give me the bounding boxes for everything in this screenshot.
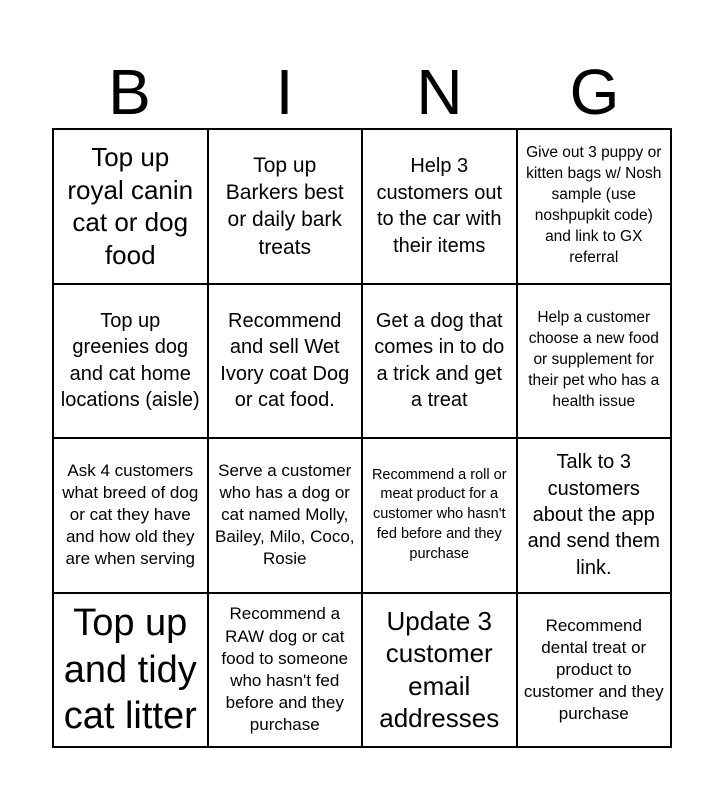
header-letter-n: N (416, 56, 463, 128)
bingo-cell-r4c2[interactable]: Recommend a RAW dog or cat food to someone who hasn't fed before and they purchase (209, 594, 364, 749)
bingo-cell-r4c4[interactable]: Recommend dental treat or product to customer and they purchase (518, 594, 673, 749)
bingo-cell-r3c1[interactable]: Ask 4 customers what breed of dog or cat they have and how old they are when serving (54, 439, 209, 594)
bingo-header (52, 52, 672, 128)
bingo-cell-r4c3[interactable]: Update 3 customer email addresses (363, 594, 518, 749)
bingo-cell-r1c2[interactable]: Top up Barkers best or daily bark treats (209, 130, 364, 285)
bingo-cell-r3c2[interactable]: Serve a customer who has a dog or cat named Molly, Bailey, Milo, Coco, Rosie (209, 439, 364, 594)
bingo-cell-r1c4[interactable]: Give out 3 puppy or kitten bags w/ Nosh sample (use noshpupkit code) and link to GX referral (518, 130, 673, 285)
bingo-cell-r2c3[interactable]: Get a dog that comes in to do a trick and get a treat (363, 285, 518, 440)
header-letter-b: B (108, 56, 151, 128)
bingo-cell-r4c1[interactable]: Top up and tidy cat litter (54, 594, 209, 749)
bingo-cell-r1c3[interactable]: Help 3 customers out to the car with their items (363, 130, 518, 285)
bingo-cell-r1c1[interactable]: Top up royal canin cat or dog food (54, 130, 209, 285)
bingo-cell-r2c4[interactable]: Help a customer choose a new food or supplement for their pet who has a health issue (518, 285, 673, 440)
bingo-cell-r2c1[interactable]: Top up greenies dog and cat home locations (aisle) (54, 285, 209, 440)
header-letter-g: G (569, 56, 620, 128)
bingo-cell-r3c3[interactable]: Recommend a roll or meat product for a customer who hasn't fed before and they purchase (363, 439, 518, 594)
header-letter-i: I (275, 56, 294, 128)
bingo-card (52, 128, 672, 748)
bingo-cell-r3c4[interactable]: Talk to 3 customers about the app and send them link. (518, 439, 673, 594)
bingo-cell-r2c2[interactable]: Recommend and sell Wet Ivory coat Dog or cat food. (209, 285, 364, 440)
